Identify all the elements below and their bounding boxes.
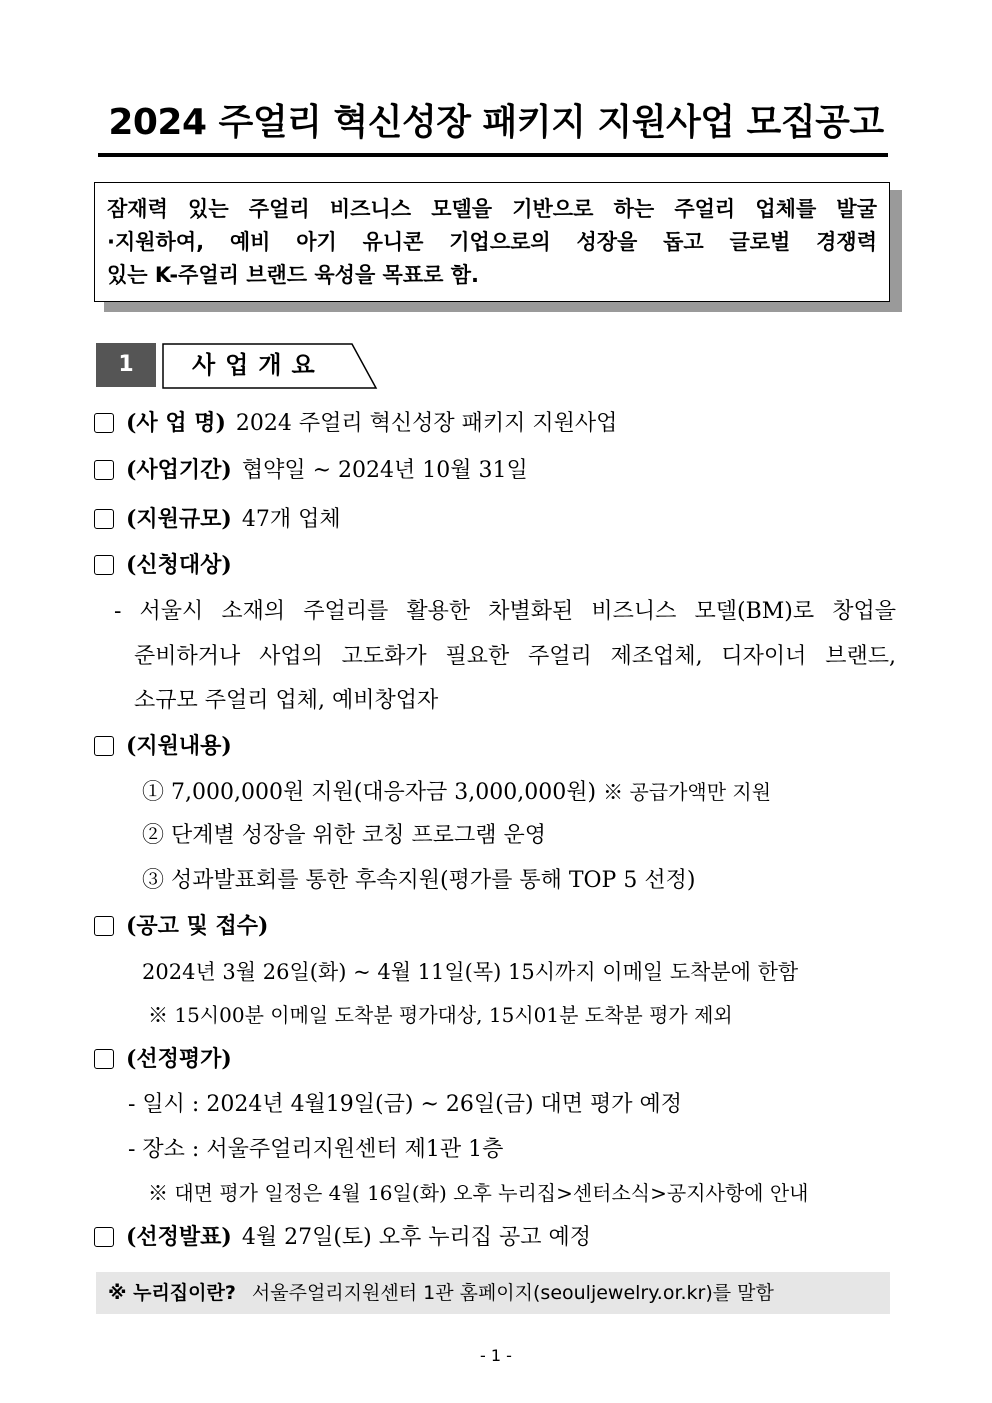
target-line: 준비하거나 사업의 고도화가 필요한 주얼리 제조업체, 디자이너 브랜드, <box>134 644 896 669</box>
checkbox-icon <box>94 916 114 936</box>
section-number: 1 <box>96 343 156 387</box>
footer-note-label: ※ 누리집이란? <box>108 1282 236 1304</box>
item-label: (사 업 명) <box>126 410 226 436</box>
item-value: 2024 주얼리 혁신성장 패키지 지원사업 <box>235 411 618 436</box>
evaluation-line: - 장소 : 서울주얼리지원센터 제1관 1층 <box>128 1137 504 1162</box>
checkbox-icon <box>94 1049 114 1069</box>
item-business-name <box>94 408 617 439</box>
content-line <box>142 777 771 808</box>
summary-line: 있는 K-주얼리 브랜드 육성을 목표로 함. <box>107 263 479 287</box>
item-scale <box>94 504 341 535</box>
checkbox-icon <box>94 460 114 480</box>
item-label: (지원규모) <box>126 506 232 532</box>
evaluation-line: - 일시 : 2024년 4월19일(금) ~ 26일(금) 대면 평가 예정 <box>128 1092 683 1117</box>
checkbox-icon <box>94 509 114 529</box>
item-target <box>94 550 242 581</box>
item-label: (선정발표) <box>126 1224 232 1250</box>
checkbox-icon <box>94 1227 114 1247</box>
summary-box <box>94 182 890 302</box>
item-label: (공고 및 접수) <box>126 913 269 939</box>
item-period <box>94 455 528 486</box>
footer-note-text: 서울주얼리지원센터 1관 홈페이지(seouljewelry.or.kr)를 말함 <box>251 1282 774 1304</box>
item-value: 협약일 ~ 2024년 10월 31일 <box>241 458 528 483</box>
item-content <box>94 731 242 762</box>
page-title: 2024 주얼리 혁신성장 패키지 지원사업 모집공고 <box>108 102 884 143</box>
item-value: 4월 27일(토) 오후 누리집 공고 예정 <box>241 1225 591 1250</box>
content-line-main: ① 7,000,000원 지원(대응자금 3,000,000원) <box>142 780 597 805</box>
item-label: (사업기간) <box>126 457 232 483</box>
content-line-note: ※ 공급가액만 지원 <box>603 780 772 804</box>
item-value: 47개 업체 <box>241 507 341 532</box>
summary-line: 잠재력 있는 주얼리 비즈니스 모델을 기반으로 하는 주얼리 업체를 발굴 <box>107 197 877 221</box>
evaluation-line: ※ 대면 평가 일정은 4월 16일(화) 오후 누리집>센터소식>공지사항에 안내 <box>148 1181 809 1205</box>
item-label: (선정평가) <box>126 1046 232 1072</box>
content-line: ③ 성과발표회를 통한 후속지원(평가를 통해 TOP 5 선정) <box>142 868 696 893</box>
item-announcement <box>94 1222 591 1253</box>
item-notice <box>94 911 278 942</box>
item-label: (신청대상) <box>126 552 232 578</box>
page-number: - 1 - <box>480 1346 512 1365</box>
target-line: - 서울시 소재의 주얼리를 활용한 차별화된 비즈니스 모델(BM)로 창업을 <box>114 599 896 624</box>
notice-line: 2024년 3월 26일(화) ~ 4월 11일(목) 15시까지 이메일 도착분에 한함 <box>142 960 799 984</box>
notice-line: ※ 15시00분 이메일 도착분 평가대상, 15시01분 도착분 평가 제외 <box>148 1003 733 1027</box>
item-label: (지원내용) <box>126 733 232 759</box>
checkbox-icon <box>94 736 114 756</box>
checkbox-icon <box>94 413 114 433</box>
content-line: ② 단계별 성장을 위한 코칭 프로그램 운영 <box>142 823 546 848</box>
section-label: 사업개요 <box>192 351 325 379</box>
summary-line: ·지원하여, 예비 아기 유니콘 기업으로의 성장을 돕고 글로벌 경쟁력 <box>107 230 877 254</box>
target-line: 소규모 주얼리 업체, 예비창업자 <box>134 688 439 713</box>
title-underline <box>98 153 888 157</box>
footer-note <box>96 1272 890 1314</box>
checkbox-icon <box>94 555 114 575</box>
section-heading <box>162 343 382 389</box>
item-evaluation <box>94 1044 242 1075</box>
